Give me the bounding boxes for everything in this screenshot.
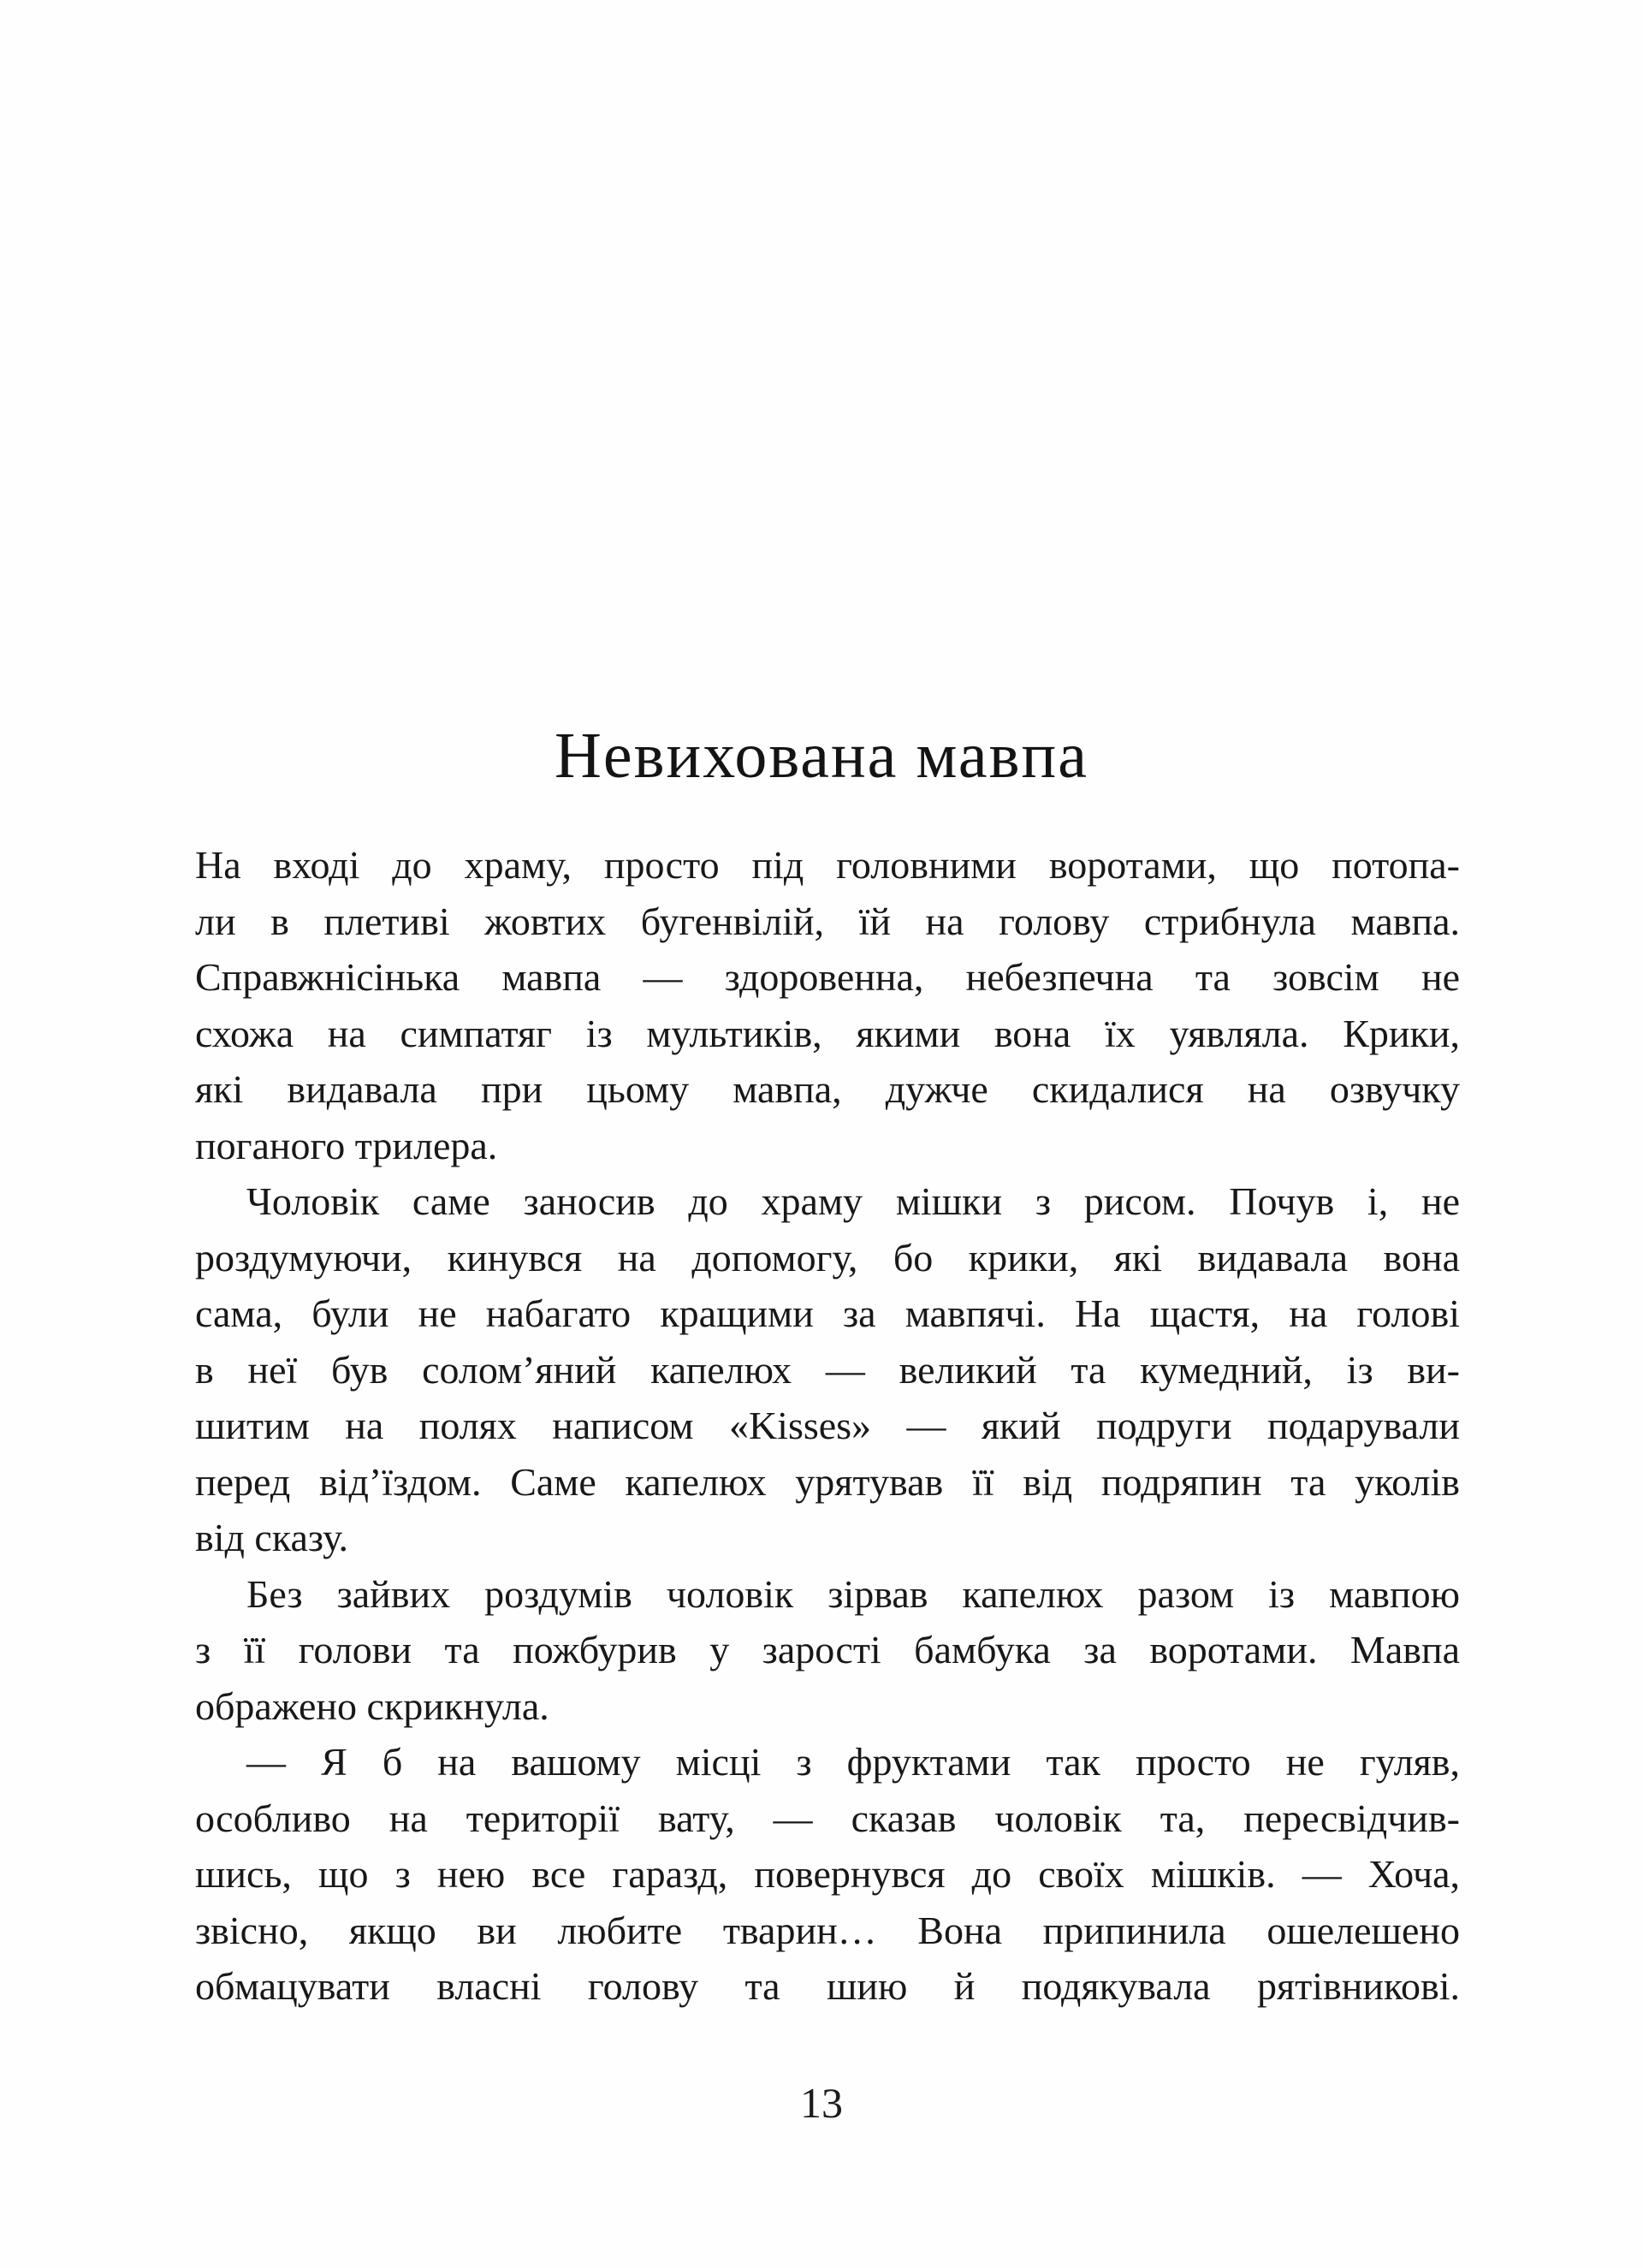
text-line: Справжнісінька мавпа — здоровенна, небезпечна та зовсім не — [195, 955, 1460, 999]
text-line: схожа на симпатяг із мультиків, якими вона їх уявляла. Крики, — [195, 1011, 1460, 1055]
text-line: звісно, якщо ви любите тварин… Вона припинила ошелешено — [195, 1908, 1460, 1952]
text-line: — Я б на вашому місці з фруктами так просто не гуляв, — [246, 1740, 1460, 1784]
text-line: шись, що з нею все гаразд, повернувся до своїх мішків. — Хоча, — [195, 1852, 1460, 1896]
text-line: поганого трилера. — [195, 1123, 498, 1167]
text-line: ображено скрикнула. — [195, 1683, 549, 1728]
text-line: особливо на території вату, — сказав чоловік та, пересвідчив- — [195, 1796, 1460, 1840]
text-line: роздумуючи, кинувся на допомогу, бо крики, які видавала вона — [195, 1235, 1460, 1279]
text-line: від сказу. — [195, 1516, 348, 1559]
chapter-title: Невихована мавпа — [555, 720, 1088, 792]
text-line: На вході до храму, просто під головними воротами, що потопа- — [195, 843, 1460, 887]
text-line: сама, були не набагато кращими за мавпячі. На щастя, на голові — [195, 1291, 1460, 1335]
text-line: з її голови та пожбурив у зарості бамбука за воротами. Мавпа — [195, 1628, 1460, 1671]
text-line: Без зайвих роздумів чоловік зірвав капелюх разом із мавпою — [246, 1571, 1460, 1616]
text-line: перед від’їздом. Саме капелюх урятував її від подряпин та уколів — [195, 1459, 1460, 1504]
text-line: в неї був солом’яний капелюх — великий та кумедний, із ви- — [195, 1347, 1460, 1392]
text-line: ли в плетиві жовтих бугенвілій, їй на голову стрибнула мавпа. — [195, 899, 1460, 943]
page-number: 13 — [800, 2079, 843, 2127]
text-line: шитим на полях написом «Kisses» — який подруги подарували — [195, 1404, 1460, 1447]
text-line: обмацувати власні голову та шию й подякувала рятівникові. — [195, 1964, 1460, 2008]
body-text — [195, 837, 1460, 2015]
text-line: які видавала при цьому мавпа, дужче скидалися на озвучку — [195, 1067, 1460, 1111]
text-line: Чоловік саме заносив до храму мішки з рисом. Почув і, не — [246, 1179, 1460, 1223]
